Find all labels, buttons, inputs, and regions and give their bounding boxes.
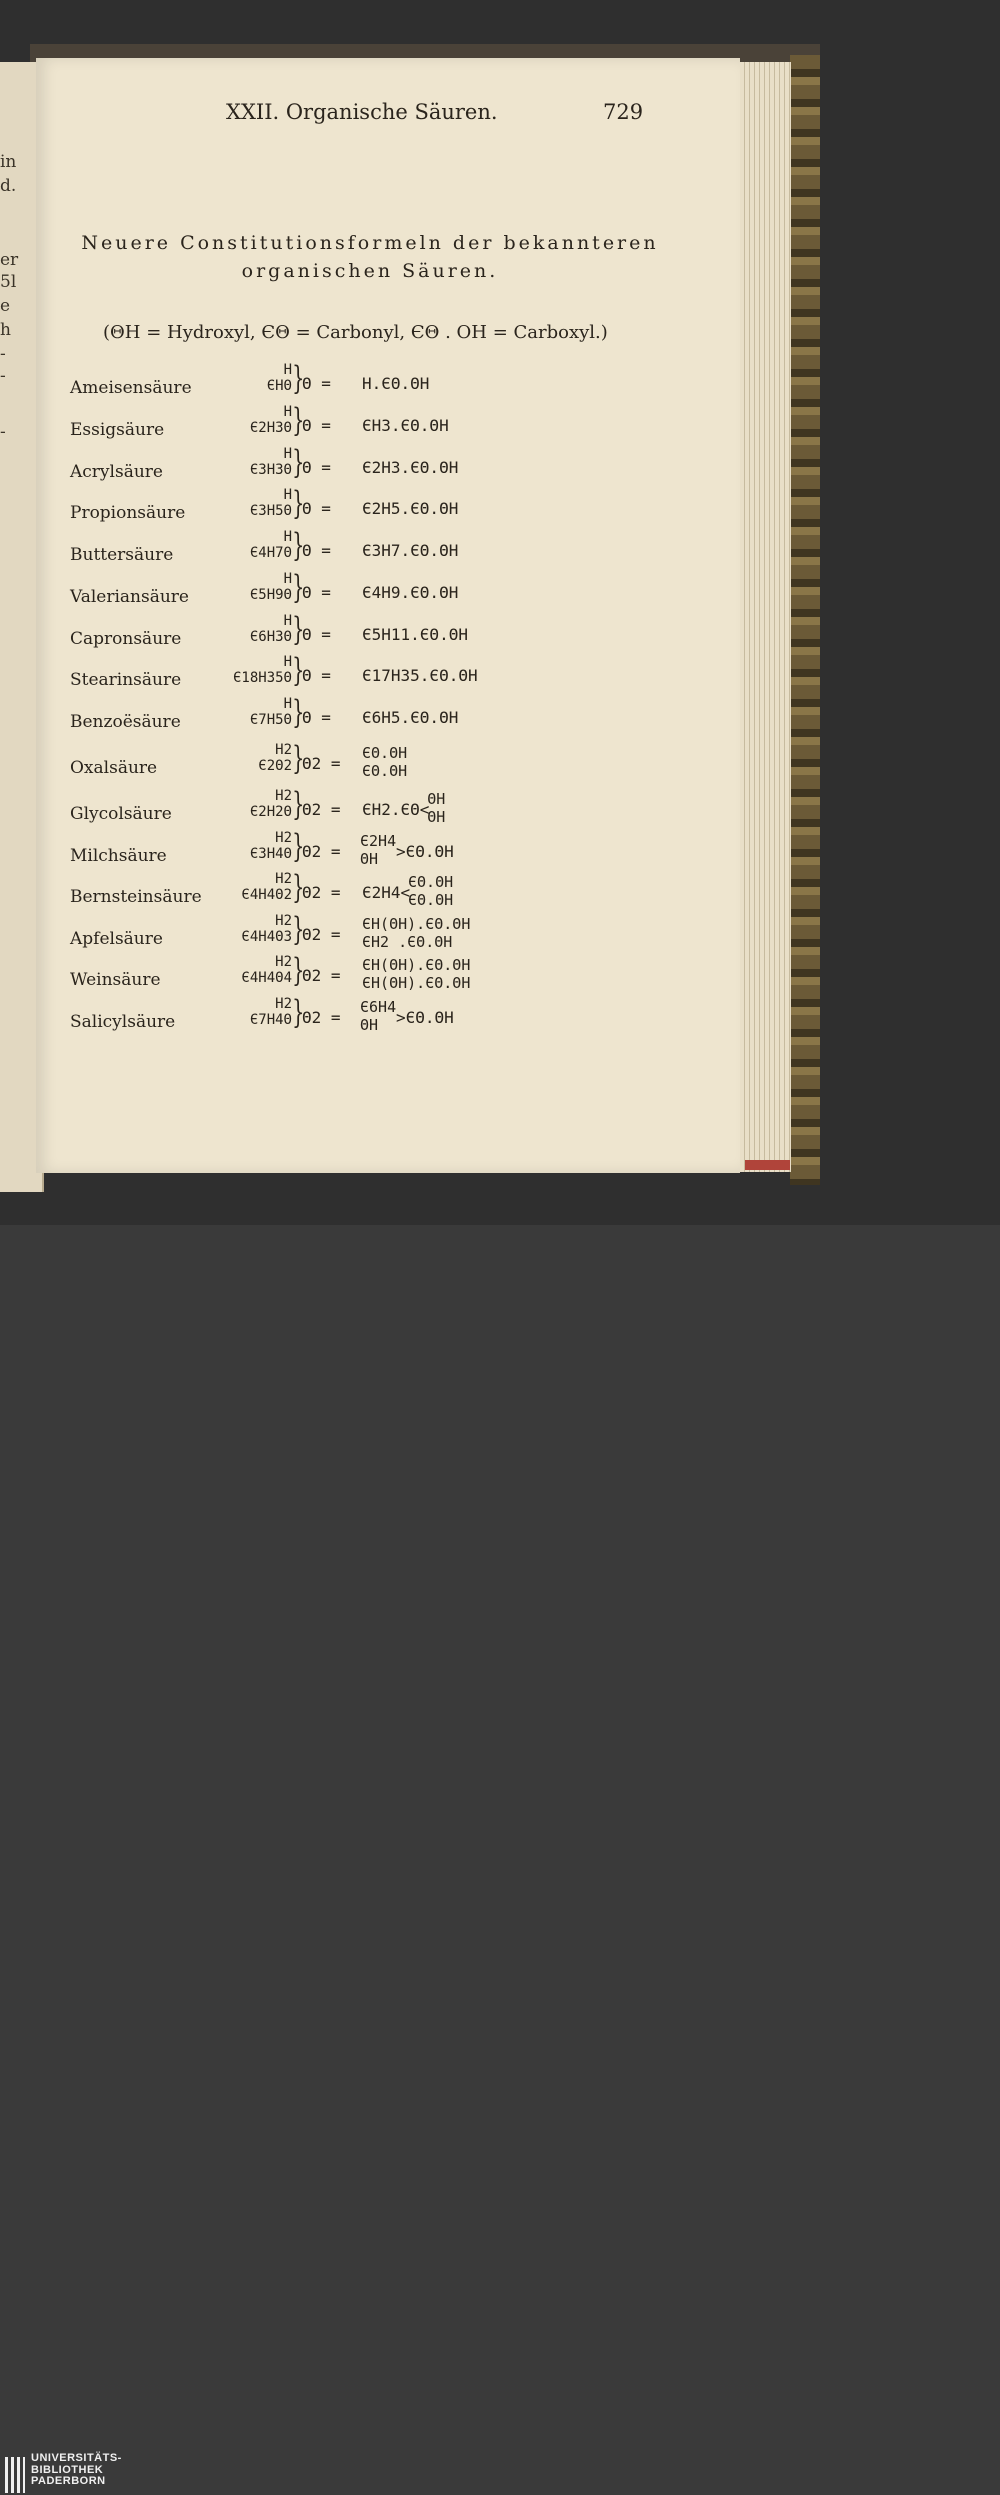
brace-symbol: }: [292, 651, 305, 689]
brace-symbol: }: [292, 359, 305, 397]
left-text-fragment: -: [0, 344, 6, 364]
radical-bottom: Є4H7Θ: [249, 545, 292, 561]
radical-top: H: [283, 613, 292, 629]
brace-symbol: }: [292, 443, 305, 481]
formula-main: Є2H4<: [362, 883, 411, 902]
oxygen-term: Θ =: [302, 499, 331, 518]
acid-name: Benzoësäure: [70, 712, 181, 732]
formula-main: >ЄΘ.ΘH: [396, 1008, 454, 1027]
brace-symbol: }: [292, 693, 305, 731]
formula-main: ЄH3.ЄΘ.ΘH: [362, 416, 449, 435]
page-edges: [735, 62, 791, 1172]
formula-top: Є6H4: [360, 998, 397, 1016]
brace-symbol: }: [292, 910, 305, 948]
radical-top: H2: [275, 871, 292, 887]
formula-main: Є6H5.ЄΘ.ΘH: [362, 708, 459, 727]
radical-top: H: [283, 654, 292, 670]
notation-legend: (ΘH = Hydroxyl, ЄΘ = Carbonyl, ЄΘ . OH = Carboxyl.): [103, 322, 608, 343]
brace-symbol: }: [292, 484, 305, 522]
radical-bottom: Є6H3Θ: [249, 629, 292, 645]
oxygen-term: Θ2 =: [302, 925, 341, 944]
brace-symbol: }: [292, 993, 305, 1031]
formula-main: >ЄΘ.ΘH: [396, 842, 454, 861]
red-page-edge: [745, 1160, 790, 1170]
acid-name: Valeriansäure: [70, 587, 189, 607]
radical-bottom: Є7H5Θ: [249, 712, 292, 728]
acid-name: Stearinsäure: [70, 670, 182, 690]
left-text-fragment: -: [0, 366, 6, 386]
radical-bottom: Є2H2Θ: [249, 804, 292, 820]
brace-symbol: }: [292, 951, 305, 989]
radical-bottom: Є4H4Θ2: [241, 887, 292, 903]
brace-symbol: }: [292, 401, 305, 439]
radical-bottom: ЄHΘ: [266, 378, 292, 394]
acid-name: Acrylsäure: [70, 462, 163, 482]
radical-bottom: Є2H3Θ: [249, 420, 292, 436]
formula-top: Є2H4: [360, 832, 397, 850]
formula-bottom: ΘH: [360, 850, 379, 868]
oxygen-term: Θ2 =: [302, 883, 341, 902]
radical-top: H: [283, 362, 292, 378]
book-spine: [790, 55, 820, 1185]
running-header: XXII. Organische Säuren.: [226, 100, 498, 124]
radical-top: H2: [275, 830, 292, 846]
left-text-fragment: in: [0, 152, 17, 172]
oxygen-term: Θ2 =: [302, 800, 341, 819]
radical-top: H2: [275, 913, 292, 929]
acid-name: Weinsäure: [70, 970, 161, 990]
section-heading-line2: organischen Säuren.: [241, 260, 499, 282]
radical-bottom: Є2Θ2: [258, 758, 292, 774]
formula-main: ЄH2.ЄΘ<: [362, 800, 430, 819]
radical-top: H: [283, 529, 292, 545]
oxygen-term: Θ2 =: [302, 754, 341, 773]
radical-top: H2: [275, 742, 292, 758]
oxygen-term: Θ =: [302, 416, 331, 435]
formula-bottom: ЄΘ.ΘH: [362, 762, 408, 780]
radical-top: H: [283, 404, 292, 420]
acid-name: Capronsäure: [70, 629, 182, 649]
formula-top: ЄH(ΘH).ЄΘ.ΘH: [362, 956, 471, 974]
brace-symbol: }: [292, 827, 305, 865]
oxygen-term: Θ2 =: [302, 1008, 341, 1027]
formula-bottom: ЄH(ΘH).ЄΘ.ΘH: [362, 974, 471, 992]
formula-main: Є4H9.ЄΘ.ΘH: [362, 583, 459, 602]
acid-name: Salicylsäure: [70, 1012, 176, 1032]
formula-main: Є2H5.ЄΘ.ΘH: [362, 499, 459, 518]
formula-main: Є2H3.ЄΘ.ΘH: [362, 458, 459, 477]
radical-top: H: [283, 571, 292, 587]
radical-bottom: Є4H4Θ4: [241, 970, 292, 986]
oxygen-term: Θ2 =: [302, 966, 341, 985]
oxygen-term: Θ =: [302, 374, 331, 393]
brace-symbol: }: [292, 610, 305, 648]
formula-main: H.ЄΘ.ΘH: [362, 374, 430, 393]
acid-name: Essigsäure: [70, 420, 165, 440]
brace-symbol: }: [292, 785, 305, 823]
oxygen-term: Θ =: [302, 583, 331, 602]
formula-bottom: ЄH2 .ЄΘ.ΘH: [362, 933, 453, 951]
left-text-fragment: d.: [0, 176, 17, 196]
radical-top: H: [283, 446, 292, 462]
formula-bottom: ΘH: [427, 808, 446, 826]
library-logo-icon: [4, 2455, 26, 2495]
radical-top: H2: [275, 996, 292, 1012]
section-heading-line1: Neuere Constitutionsformeln der bekannteren: [81, 232, 659, 254]
acid-name: Oxalsäure: [70, 758, 158, 778]
oxygen-term: Θ =: [302, 458, 331, 477]
formula-top: ЄH(ΘH).ЄΘ.ΘH: [362, 915, 471, 933]
left-text-fragment: 5l: [0, 272, 17, 292]
radical-bottom: Є7H4Θ: [249, 1012, 292, 1028]
acid-name: Propionsäure: [70, 503, 186, 523]
acid-name: Apfelsäure: [70, 929, 163, 949]
radical-top: H: [283, 696, 292, 712]
oxygen-term: Θ =: [302, 625, 331, 644]
oxygen-term: Θ =: [302, 708, 331, 727]
page-number: 729: [603, 100, 644, 124]
brace-symbol: }: [292, 568, 305, 606]
formula-bottom: ΘH: [360, 1016, 379, 1034]
formula-main: Є5H11.ЄΘ.ΘH: [362, 625, 468, 644]
radical-bottom: Є5H9Θ: [249, 587, 292, 603]
radical-bottom: Є4H4Θ3: [241, 929, 292, 945]
radical-top: H2: [275, 954, 292, 970]
radical-bottom: Є18H35Θ: [232, 670, 292, 686]
brace-symbol: }: [292, 868, 305, 906]
radical-top: H2: [275, 788, 292, 804]
formula-main: Є3H7.ЄΘ.ΘH: [362, 541, 459, 560]
radical-top: H: [283, 487, 292, 503]
formula-top: ЄΘ.ΘH: [362, 744, 408, 762]
left-text-fragment: h: [0, 320, 11, 340]
formula-top: ΘH: [427, 790, 446, 808]
formula-top: ЄΘ.ΘH: [408, 873, 454, 891]
library-logo-text: UNIVERSITÄTS- BIBLIOTHEK PADERBORN: [31, 2452, 122, 2487]
oxygen-term: Θ =: [302, 541, 331, 560]
oxygen-term: Θ2 =: [302, 842, 341, 861]
acid-name: Milchsäure: [70, 846, 167, 866]
left-text-fragment: e: [0, 296, 11, 316]
formula-main: Є17H35.ЄΘ.ΘH: [362, 666, 478, 685]
radical-bottom: Є3H4Θ: [249, 846, 292, 862]
acid-name: Glycolsäure: [70, 804, 172, 824]
acid-name: Ameisensäure: [70, 378, 192, 398]
acid-name: Bernsteinsäure: [70, 887, 202, 907]
left-text-fragment: -: [0, 422, 6, 442]
radical-bottom: Є3H3Θ: [249, 462, 292, 478]
brace-symbol: }: [292, 739, 305, 777]
radical-bottom: Є3H5Θ: [249, 503, 292, 519]
book-scan: [0, 0, 1000, 1225]
formula-bottom: ЄΘ.ΘH: [408, 891, 454, 909]
footer-bar: [0, 1225, 1000, 2487]
brace-symbol: }: [292, 526, 305, 564]
oxygen-term: Θ =: [302, 666, 331, 685]
left-text-fragment: er: [0, 250, 19, 270]
acid-name: Buttersäure: [70, 545, 174, 565]
